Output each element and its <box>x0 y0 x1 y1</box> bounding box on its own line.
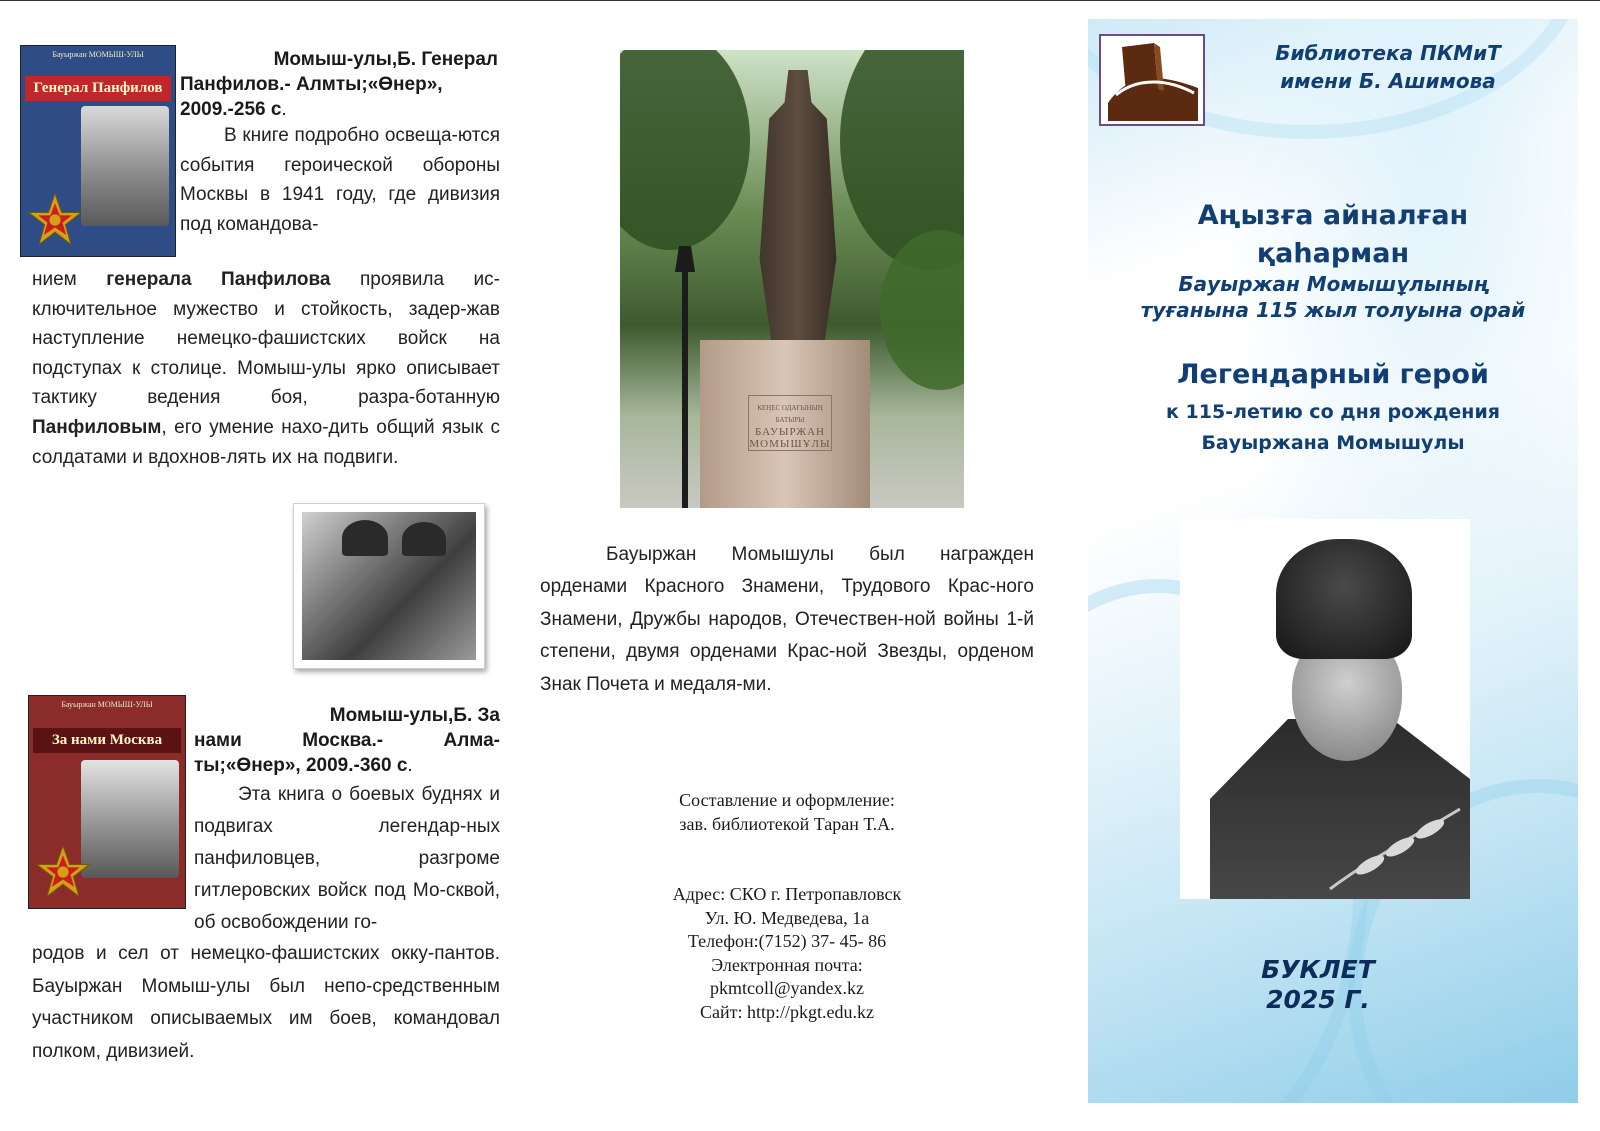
cover-soldier-image <box>81 760 179 878</box>
book-cover-za-nami-moskva <box>28 695 186 909</box>
library-name-line: Библиотека ПКМиТ <box>1275 41 1501 65</box>
officers-photo <box>293 503 485 669</box>
booklet-label <box>1218 955 1418 1015</box>
awards-text: Бауыржан Момышулы был награжден орденами Красного Знамени, Трудового Крас-ного Знамени, Дружбы народов, Отечествен-ной войны 1-й степени, двумя орденами Крас-ной Звезды, орденом Знак Почета и медаля-ми. <box>540 544 1034 695</box>
book2-heading-dot: . <box>407 755 413 776</box>
book1-heading-line3 <box>180 97 500 122</box>
plaque-line: КЕҢЕС ОДАҒЫНЫҢ <box>757 404 823 412</box>
pedestal-plaque <box>748 395 832 451</box>
address-phone: Телефон:(7152) 37- 45- 86 <box>687 931 887 951</box>
book2-heading-line1: Момыш-улы,Б. За <box>329 705 500 726</box>
library-logo-icon <box>1098 33 1208 129</box>
book2-desc-top: Эта книга о боевых буднях и подвигах легендар-ных панфиловцев, разгроме гитлеровских войск под Мо-сквой, об освобождении го- <box>194 784 500 933</box>
officers-photo-image <box>302 512 476 660</box>
russian-title: Легендарный герой <box>1177 359 1489 390</box>
left-panel <box>18 41 518 1101</box>
booklet-label-line: БУКЛЕТ <box>1261 955 1375 984</box>
russian-subtitle-line: к 115-летию со дня рождения <box>1166 401 1500 423</box>
kazakh-subtitle <box>1088 271 1578 323</box>
credits-line: Составление и оформление: <box>679 790 895 810</box>
book1-desc-e: , его умение нахо-дить общий язык с солдатами и вдохнов-лять их на подвиги. <box>32 416 500 468</box>
book2-heading-line3 <box>194 753 500 778</box>
cover-author: Бауыржан МОМЫШ-УЛЫ <box>52 50 144 59</box>
book1-desc-a: нием <box>32 269 107 290</box>
cover-title: Генерал Панфилов <box>25 76 171 101</box>
laurel-branch-icon <box>1320 799 1470 899</box>
address-line: Адрес: СКО г. Петропавловск <box>672 884 902 904</box>
book2-desc-bottom: родов и сел от немецко-фашистских окку-пантов. Бауыржан Момыш-улы был непо-средственным участником описываемых им боев, командовал полком, дивизией. <box>32 943 500 1062</box>
portrait-hat <box>1276 539 1412 659</box>
street-lamp-head <box>675 246 695 272</box>
street-lamp <box>682 250 688 508</box>
statue <box>750 70 846 340</box>
kazakh-title-line: қаһарман <box>1256 238 1410 269</box>
kazakh-title-line: Аңызға айналған <box>1197 200 1469 231</box>
middle-panel <box>540 41 1060 1101</box>
address-email: pkmtcoll@yandex.kz <box>709 978 865 998</box>
library-name-line: имени Б. Ашимова <box>1280 69 1496 93</box>
book2-heading-line3-text: ты;«Өнер», 2009.-360 с <box>194 755 408 776</box>
kazakh-subtitle-line: Бауыржан Момышұлының <box>1178 272 1488 296</box>
library-name <box>1238 39 1538 95</box>
address-block <box>580 883 994 1024</box>
book-cover-general-panfilov <box>20 45 176 257</box>
book1-desc-bottom <box>32 265 500 472</box>
russian-subtitle <box>1088 397 1578 459</box>
order-star-icon <box>27 192 83 248</box>
plaque-line: БАТЫРЫ <box>775 416 805 424</box>
monument-photo <box>620 50 964 508</box>
hero-portrait <box>1180 519 1470 899</box>
kazakh-subtitle-line: туғанына 115 жыл толуына орай <box>1140 298 1526 322</box>
book1-heading-line2: Панфилов.- Алмты;«Өнер», <box>180 74 443 95</box>
credits-block <box>580 789 994 836</box>
cover-author: Бауыржан МОМЫШ-УЛЫ <box>61 700 153 709</box>
book1-heading <box>180 47 500 122</box>
address-street: Ул. Ю. Медведева, 1а <box>704 907 870 928</box>
booklet-year: 2025 Г. <box>1266 985 1370 1014</box>
book1-heading-line1: Момыш-улы,Б. Генерал <box>273 49 498 70</box>
cover-title: За нами Москва <box>33 728 181 753</box>
book2-heading <box>194 703 500 778</box>
address-site: Сайт: http://pkgt.edu.kz <box>700 1001 874 1022</box>
address-email-label: Электронная почта: <box>711 954 863 975</box>
book1-heading-dot: . <box>281 99 287 120</box>
book1-heading-line3-text: 2009.-256 с <box>180 99 282 120</box>
book1-desc-c: проявила ис-ключительное мужество и стойкость, задер-жав наступление немецко-фашистских войск на подступах к столице. Момыш-улы ярко описывает тактику ведения боя, разра-ботанную <box>32 269 500 409</box>
russian-subtitle-line: Бауыржана Момышулы <box>1201 432 1465 454</box>
credits-line: зав. библиотекой Таран Т.А. <box>679 813 895 834</box>
order-star-icon <box>35 844 91 900</box>
book1-desc-panfilov: Панфиловым <box>32 416 162 438</box>
cover-panel <box>1088 19 1578 1103</box>
book1-desc-general: генерала Панфилова <box>106 269 331 290</box>
awards-paragraph <box>540 539 1034 701</box>
book2-heading-line2: нами Москва.- Алма- <box>194 730 500 751</box>
plaque-line: БАУЫРЖАН <box>754 426 825 438</box>
plaque-line: МОМЫШҰЛЫ <box>749 438 831 450</box>
cover-portrait <box>81 106 169 226</box>
kazakh-title <box>1088 197 1578 273</box>
book1-desc-top: В книге подробно освеща-ются события героической обороны Москвы в 1941 году, где дивизия под командова- <box>180 125 500 235</box>
